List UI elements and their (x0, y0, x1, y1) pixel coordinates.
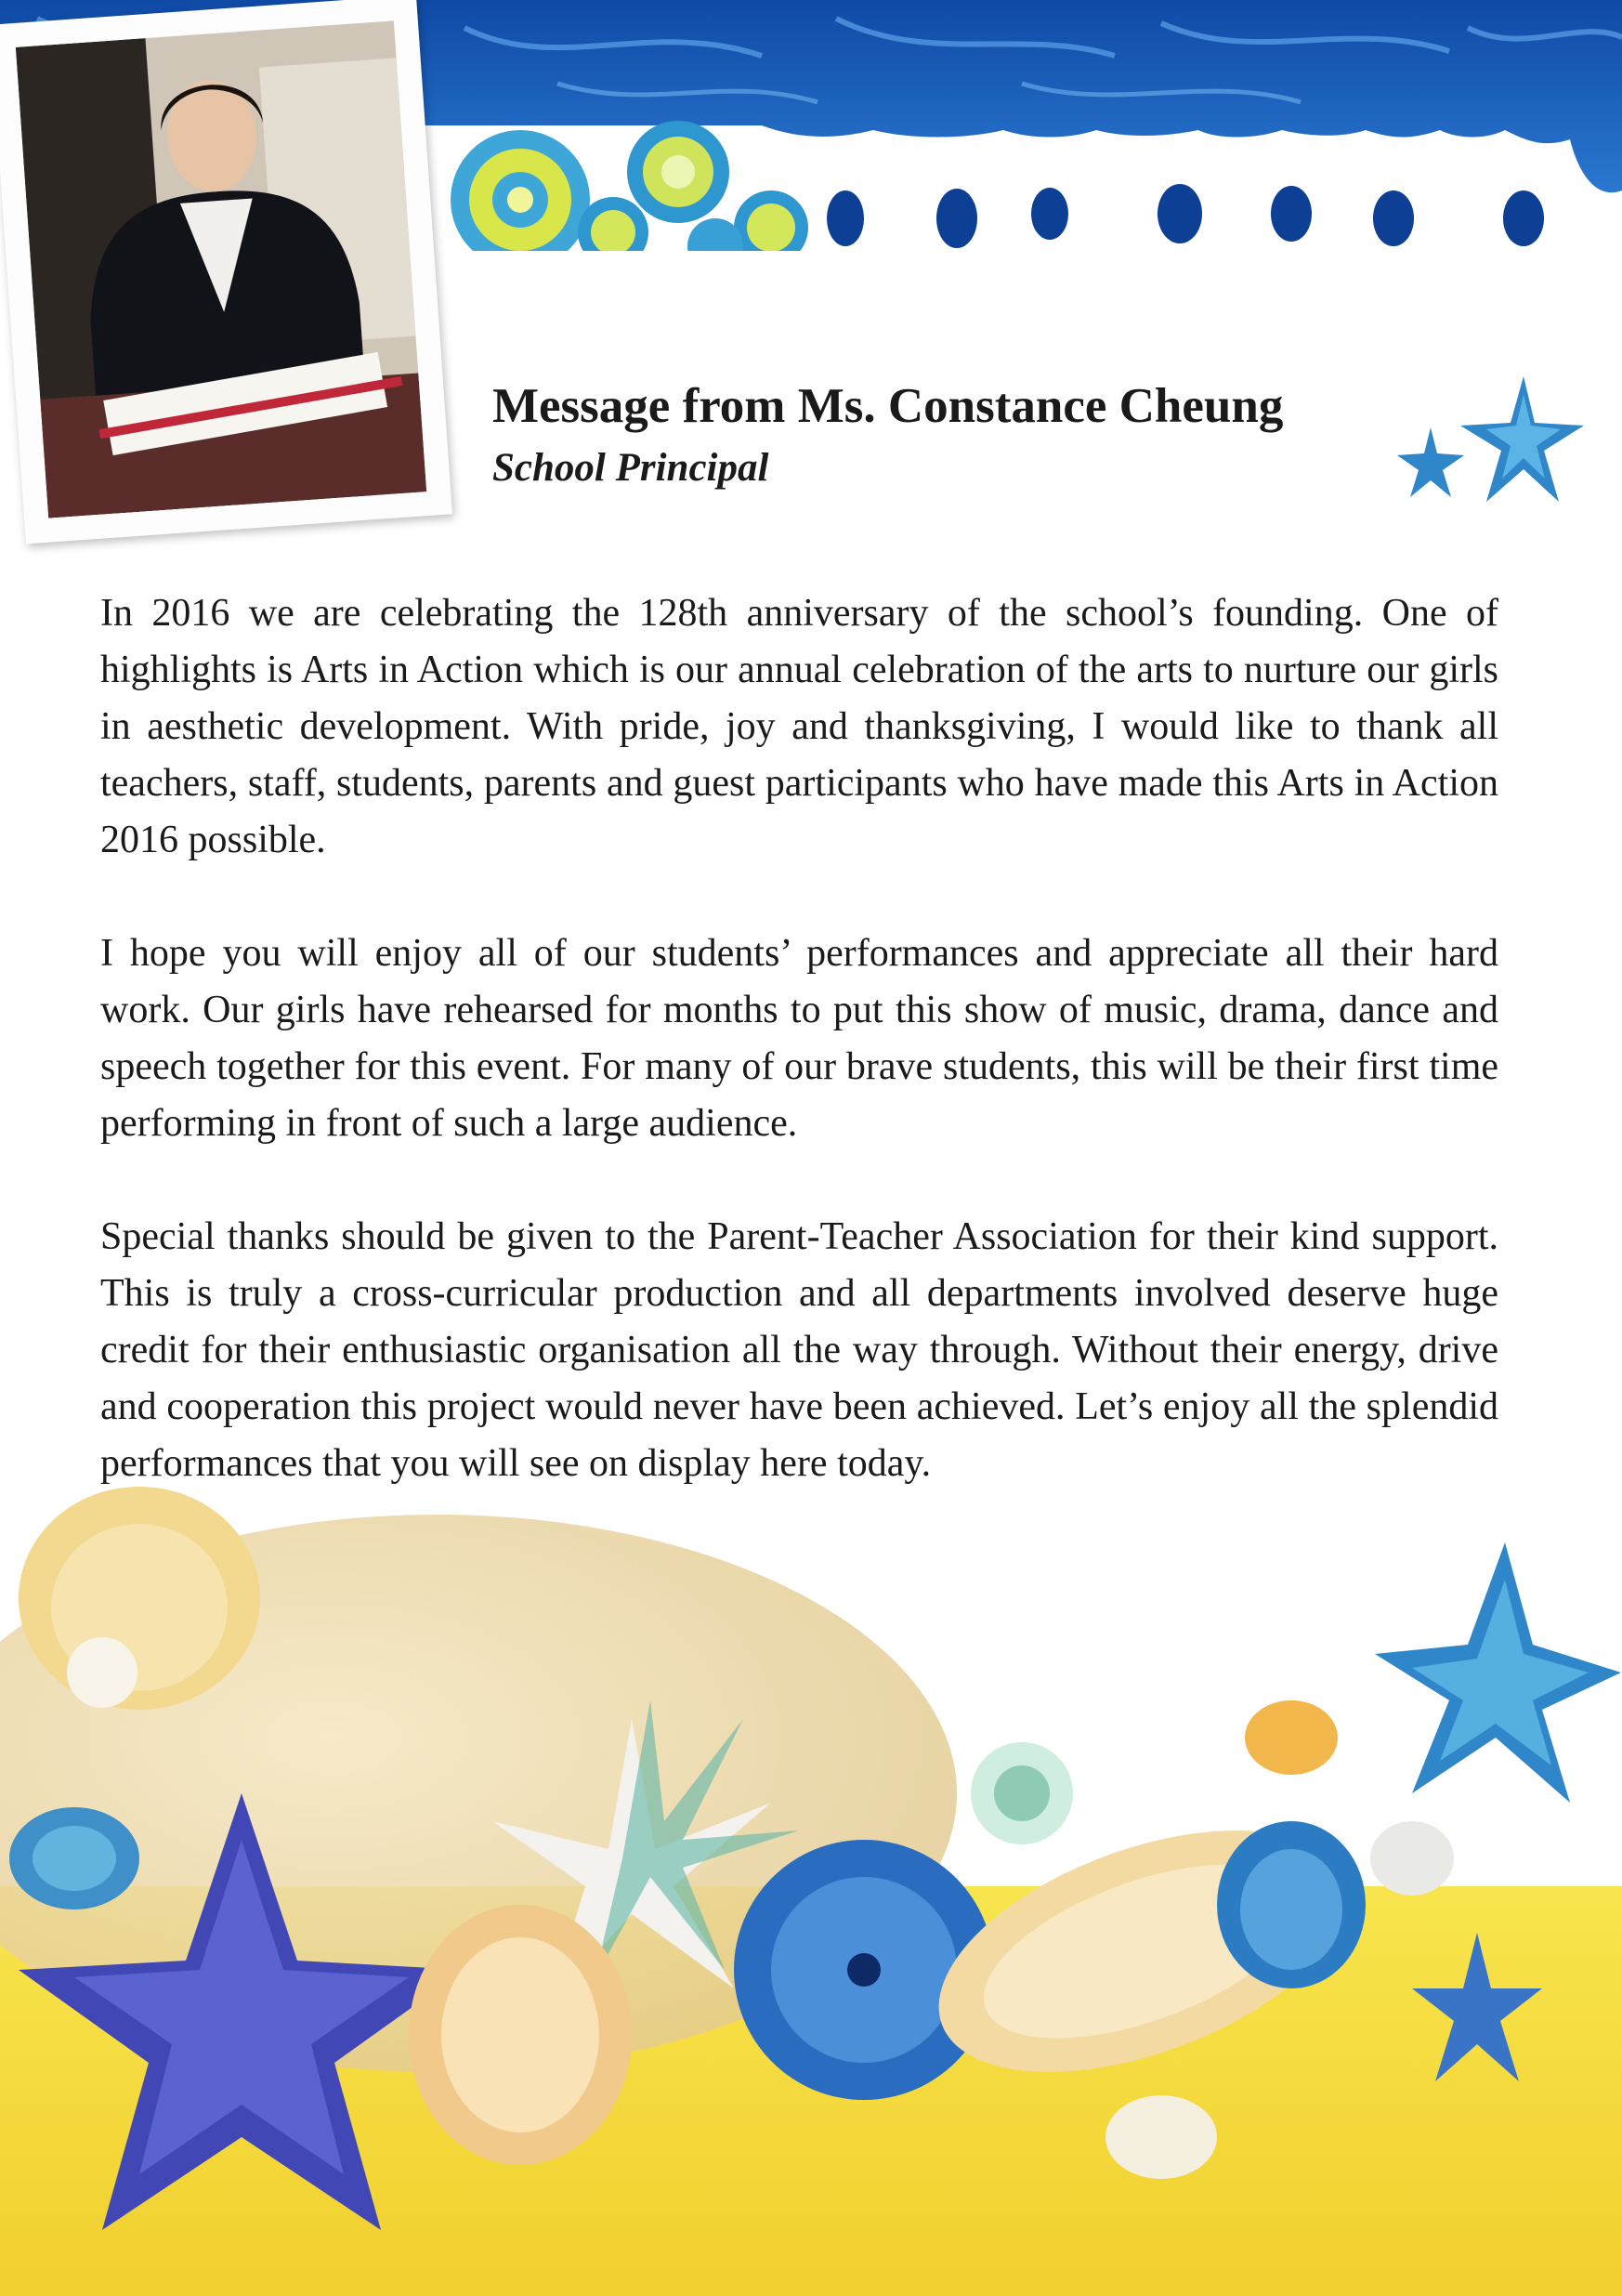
starfish-icon (1393, 372, 1589, 511)
message-body (100, 585, 1498, 1492)
beach-illustration (0, 1487, 1622, 2296)
paragraph: I hope you will enjoy all of our students’ performances and appreciate all their hard work. Our girls have rehearsed for months to put this show of music, drama, dance and speech together for this event. For many of our brave students, this will be their first time performing in front of such a large audience. (100, 932, 1498, 1145)
principal-photo (0, 0, 452, 544)
paragraph: Special thanks should be given to the Parent-Teacher Association for their kind support. This is truly a cross-curricular production and all departments involved deserve huge credit for their enthusiastic organisation all the way through. Without their energy, drive and cooperation this project would never have been achieved. Let’s enjoy all the splendid performances that you will see on display here today. (100, 1215, 1498, 1485)
page-title: Message from Ms. Constance Cheung (492, 379, 1284, 433)
message-header (492, 376, 1421, 495)
page-subtitle: School Principal (492, 446, 769, 490)
paragraph: In 2016 we are celebrating the 128th anniversary of the school’s founding. One of highlights is Arts in Action which is our annual celebration of the arts to nurture our girls in aesthetic development. With pride, joy and thanksgiving, I would like to thank all teachers, staff, students, parents and guest participants who have made this Arts in Action 2016 possible. (100, 592, 1498, 861)
